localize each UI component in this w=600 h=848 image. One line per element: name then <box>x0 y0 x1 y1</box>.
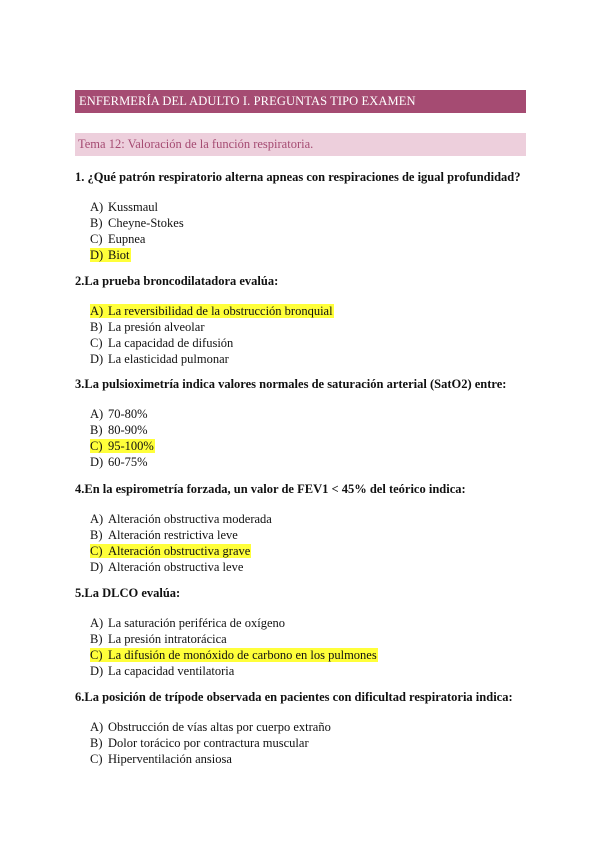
option-text: Eupnea <box>108 232 146 246</box>
option-letter: D) <box>90 352 104 366</box>
option-text: La difusión de monóxido de carbono en los pulmones <box>108 648 377 662</box>
answer-option <box>90 351 229 367</box>
answer-content <box>90 664 234 678</box>
answer-option <box>90 719 331 735</box>
highlighted-answer <box>90 304 334 318</box>
option-letter: C) <box>90 439 103 453</box>
option-text: Cheyne-Stokes <box>108 216 184 230</box>
option-text: 70-80% <box>108 407 148 421</box>
option-letter: B) <box>90 216 103 230</box>
option-text: Alteración obstructiva grave <box>108 544 251 558</box>
option-text: Alteración obstructiva moderada <box>108 512 272 526</box>
answer-content <box>90 720 331 734</box>
answer-content <box>90 560 243 574</box>
answer-option <box>90 647 378 663</box>
option-text: 80-90% <box>108 423 148 437</box>
document-header: ENFERMERÍA DEL ADULTO I. PREGUNTAS TIPO EXAMEN <box>75 90 526 113</box>
answer-option <box>90 615 285 631</box>
answer-option <box>90 751 232 767</box>
option-letter: D) <box>90 560 104 574</box>
answer-content <box>90 407 148 421</box>
option-text: La saturación periférica de oxígeno <box>108 616 285 630</box>
option-letter: A) <box>90 407 104 421</box>
answer-content <box>90 200 158 214</box>
answer-option <box>90 735 309 751</box>
option-text: La presión intratorácica <box>108 632 227 646</box>
option-letter: A) <box>90 304 104 318</box>
option-text: La reversibilidad de la obstrucción bronquial <box>108 304 333 318</box>
answer-option <box>90 231 145 247</box>
option-letter: C) <box>90 232 103 246</box>
option-letter: C) <box>90 544 103 558</box>
highlighted-answer <box>90 648 378 662</box>
answer-content <box>90 320 204 334</box>
option-text: La capacidad ventilatoria <box>108 664 235 678</box>
option-letter: A) <box>90 720 104 734</box>
answer-content <box>90 216 184 230</box>
option-letter: D) <box>90 248 104 262</box>
answer-content <box>90 423 148 437</box>
answer-option <box>90 319 204 335</box>
answer-content <box>90 455 148 469</box>
question-text: 1. ¿Qué patrón respiratorio alterna apneas con respiraciones de igual profundidad? <box>75 170 521 184</box>
answer-content <box>90 736 309 750</box>
answer-option <box>90 438 155 454</box>
option-letter: A) <box>90 200 104 214</box>
question-text: 4.En la espirometría forzada, un valor de FEV1 < 45% del teórico indica: <box>75 482 466 496</box>
answer-option <box>90 247 131 263</box>
answer-content <box>90 336 233 350</box>
option-letter: C) <box>90 648 103 662</box>
answer-content <box>90 616 285 630</box>
answer-option <box>90 663 234 679</box>
highlighted-answer <box>90 248 131 262</box>
option-letter: B) <box>90 736 103 750</box>
highlighted-answer <box>90 439 155 453</box>
answer-content <box>90 512 272 526</box>
answer-content <box>90 632 227 646</box>
option-text: Hiperventilación ansiosa <box>108 752 232 766</box>
option-text: Biot <box>108 248 130 262</box>
answer-option <box>90 559 243 575</box>
option-letter: D) <box>90 664 104 678</box>
option-text: La presión alveolar <box>108 320 205 334</box>
question-text: 2.La prueba broncodilatadora evalúa: <box>75 274 279 288</box>
option-letter: B) <box>90 423 103 437</box>
answer-option <box>90 631 227 647</box>
option-letter: C) <box>90 752 103 766</box>
option-text: 60-75% <box>108 455 148 469</box>
answer-content <box>90 752 232 766</box>
option-letter: B) <box>90 320 103 334</box>
option-text: Dolor torácico por contractura muscular <box>108 736 309 750</box>
answer-option <box>90 543 251 559</box>
option-text: Alteración restrictiva leve <box>108 528 238 542</box>
answer-option <box>90 406 148 422</box>
option-letter: D) <box>90 455 104 469</box>
option-letter: B) <box>90 528 103 542</box>
answer-option <box>90 454 148 470</box>
option-letter: B) <box>90 632 103 646</box>
answer-option <box>90 303 334 319</box>
option-text: La elasticidad pulmonar <box>108 352 229 366</box>
option-letter: C) <box>90 336 103 350</box>
answer-option <box>90 215 184 231</box>
highlighted-answer <box>90 544 251 558</box>
option-text: La capacidad de difusión <box>108 336 234 350</box>
answer-content <box>90 528 238 542</box>
question-text: 5.La DLCO evalúa: <box>75 586 181 600</box>
question-text: 3.La pulsioximetría indica valores normales de saturación arterial (SatO2) entre: <box>75 377 507 391</box>
option-text: Obstrucción de vías altas por cuerpo extraño <box>108 720 331 734</box>
answer-option <box>90 527 238 543</box>
option-letter: A) <box>90 616 104 630</box>
answer-content <box>90 232 145 246</box>
option-text: 95-100% <box>108 439 154 453</box>
question-text: 6.La posición de trípode observada en pacientes con dificultad respiratoria indica: <box>75 690 513 704</box>
answer-option <box>90 511 272 527</box>
answer-option <box>90 335 233 351</box>
option-text: Alteración obstructiva leve <box>108 560 244 574</box>
answer-content <box>90 352 229 366</box>
answer-option <box>90 422 148 438</box>
topic-title: Tema 12: Valoración de la función respiratoria. <box>75 133 526 156</box>
option-letter: A) <box>90 512 104 526</box>
answer-option <box>90 199 158 215</box>
option-text: Kussmaul <box>108 200 158 214</box>
